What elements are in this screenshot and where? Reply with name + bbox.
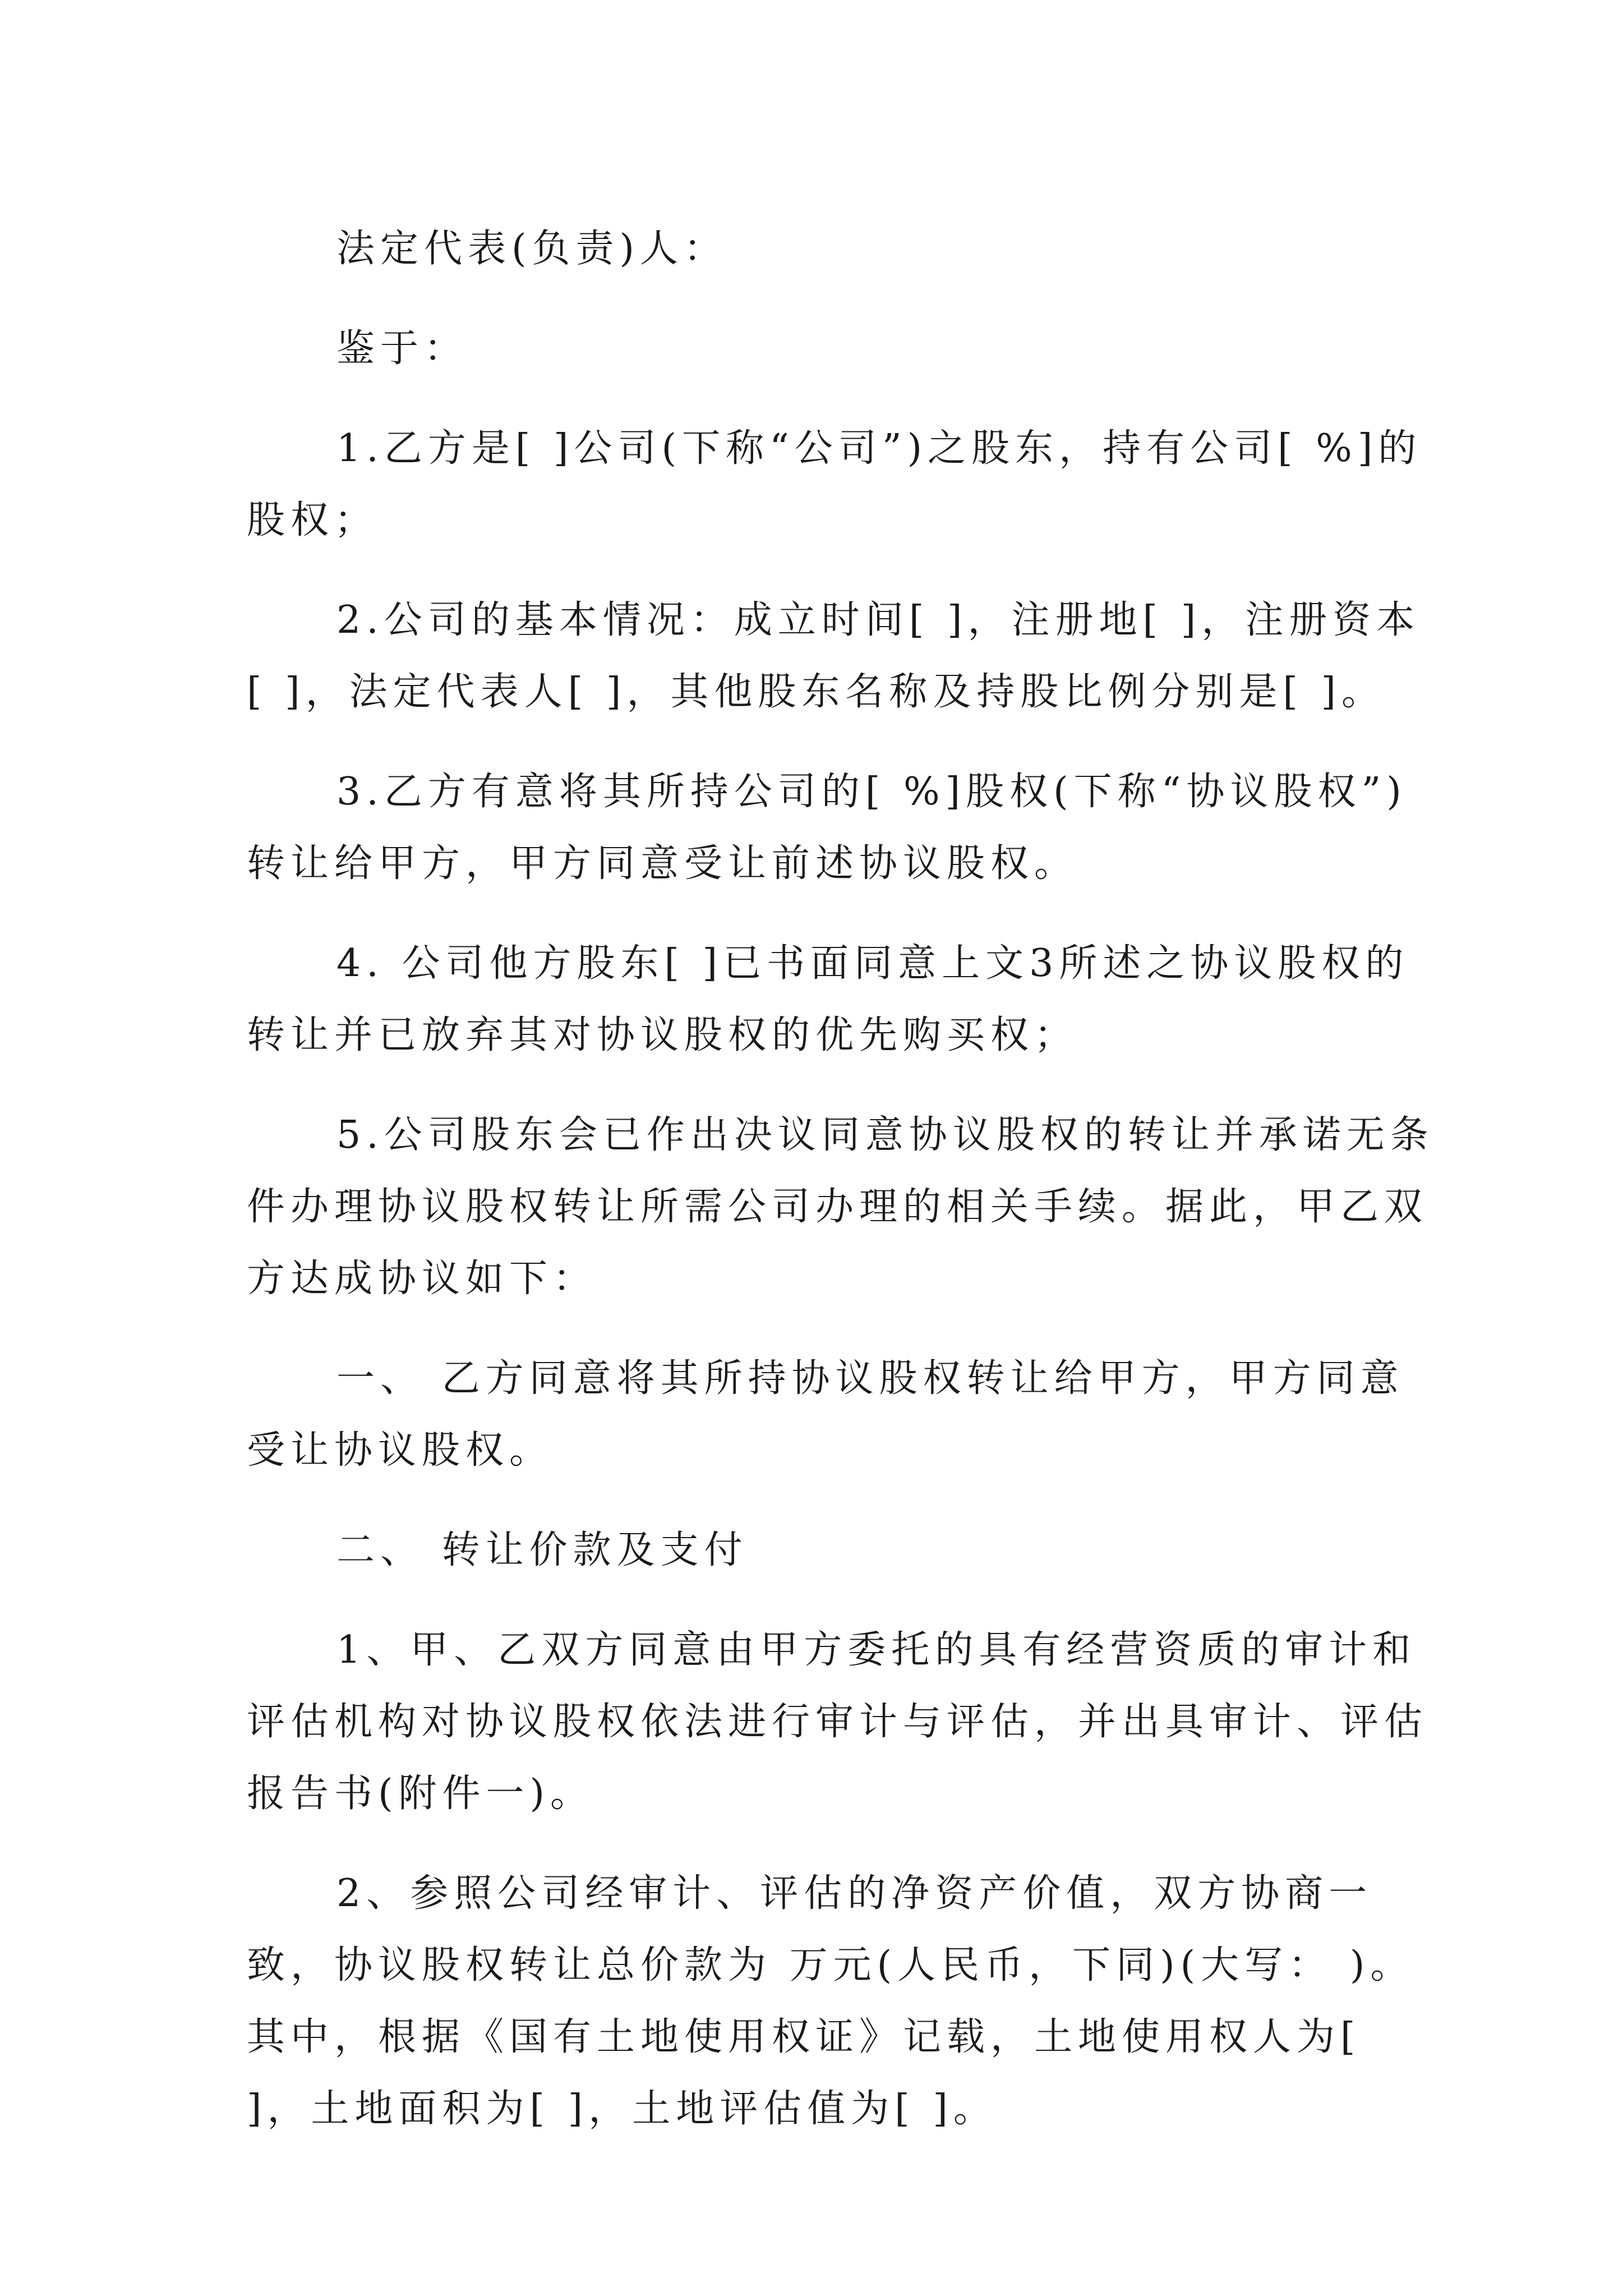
paragraph-whereas: 鉴于： <box>336 326 468 371</box>
paragraph-recital-5: 5.公司股东会已作出决议同意协议股权的转让并承诺无条件办理协议股权转让所需公司办理的相关手续。据此，甲乙双方达成协议如下： <box>247 1113 1434 1301</box>
paragraph-recital-1: 1.乙方是[ ]公司(下称“公司”)之股东，持有公司[ %]的股权； <box>247 426 1422 542</box>
paragraph-article-2-heading: 二、 转让价款及支付 <box>336 1528 748 1572</box>
paragraph-recital-3: 3.乙方有意将其所持公司的[ %]股权(下称“协议股权”)转让给甲方，甲方同意受让前述协议股权。 <box>247 770 1407 886</box>
paragraph-article-2-item-1: 1、甲、乙双方同意由甲方委托的具有经营资质的审计和评估机构对协议股权依法进行审计与评估，并出具审计、评估报告书(附件一)。 <box>247 1628 1428 1816</box>
paragraph-recital-2: 2.公司的基本情况：成立时间[ ]，注册地[ ]，注册资本[ ]，法定代表人[ ]，其他股东名称及持股比例分别是[ ]。 <box>247 598 1421 714</box>
paragraph-article-1: 一、 乙方同意将其所持协议股权转让给甲方，甲方同意受让协议股权。 <box>247 1356 1404 1473</box>
paragraph-recital-4: 4. 公司他方股东[ ]已书面同意上文3所述之协议股权的转让并已放弃其对协议股权的优先购买权； <box>247 941 1409 1057</box>
paragraph-article-2-item-2: 2、参照公司经审计、评估的净资产价值，双方协商一致，协议股权转让总价款为 万元(人民币，下同)(大写： )。其中，根据《国有土地使用权证》记载，土地使用权人为[ ]，土地面积为[ ]，土地评估值为[ ]。 <box>247 1871 1414 2131</box>
document-body <box>247 213 1436 2173</box>
paragraph-legal-representative: 法定代表(负责)人： <box>336 227 728 271</box>
